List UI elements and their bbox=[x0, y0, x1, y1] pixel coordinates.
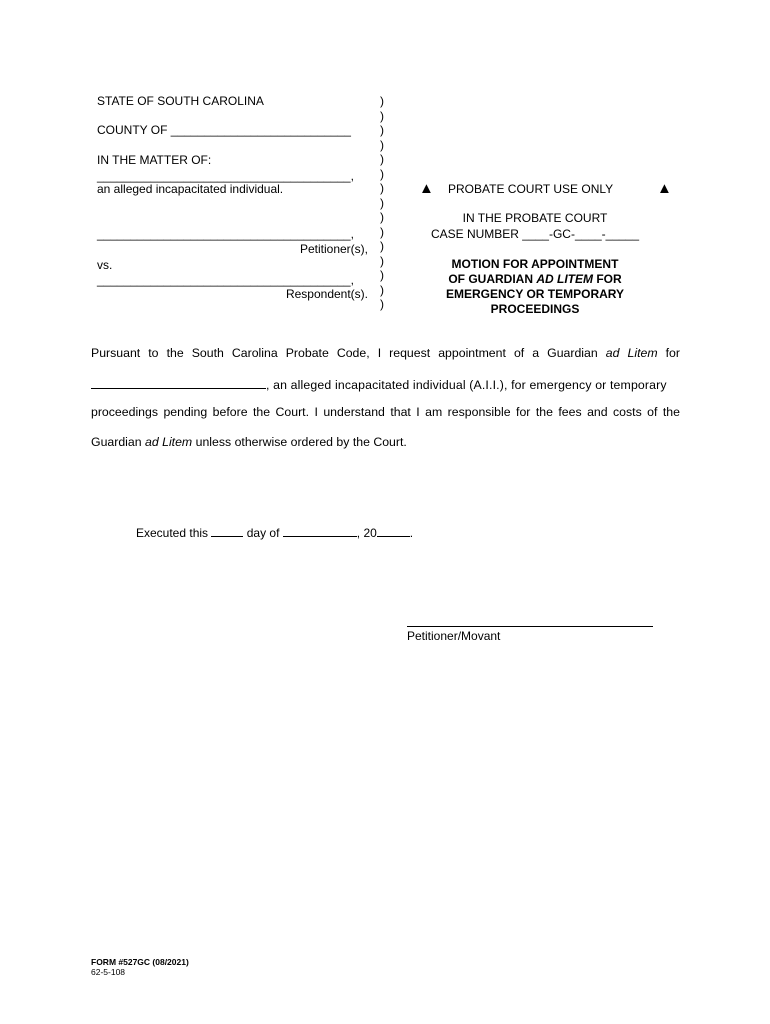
paren: ) bbox=[380, 181, 384, 195]
probate-court-use-only: PROBATE COURT USE ONLY bbox=[448, 182, 614, 196]
paren: ) bbox=[380, 94, 384, 108]
statute-code: 62-5-108 bbox=[91, 967, 126, 977]
body-line-4-prefix: Guardian bbox=[91, 435, 146, 449]
state-label: STATE OF SOUTH CAROLINA bbox=[97, 94, 264, 108]
paren: ) bbox=[380, 166, 384, 181]
title-line-2-suffix: FOR bbox=[593, 272, 622, 286]
year-field[interactable] bbox=[377, 524, 410, 537]
matter-label: IN THE MATTER OF: bbox=[97, 153, 212, 167]
executed-year-prefix: , 20 bbox=[356, 526, 377, 540]
triangle-left-icon: ▲ bbox=[419, 180, 434, 197]
paren: ) bbox=[380, 224, 384, 239]
caption-parenthesis-column bbox=[380, 94, 384, 312]
title-line-4: PROCEEDINGS bbox=[490, 302, 580, 316]
body-line-1 bbox=[91, 346, 680, 360]
signature-label: Petitioner/Movant bbox=[407, 629, 501, 643]
county-label: COUNTY OF ___________________________ bbox=[97, 123, 351, 137]
body-line-2 bbox=[91, 376, 680, 392]
vs-label: vs. bbox=[97, 258, 113, 272]
body-line-3: proceedings pending before the Court. I understand that I am responsible for the fees and costs of the bbox=[91, 405, 680, 419]
body-ad-litem: ad Litem bbox=[605, 346, 658, 360]
title-line-2 bbox=[410, 272, 660, 286]
petitioners-label: Petitioner(s), bbox=[299, 242, 368, 256]
body-line-1-end: for bbox=[665, 346, 680, 360]
paren: ) bbox=[380, 123, 384, 137]
paren: ) bbox=[380, 108, 384, 123]
signature-line[interactable] bbox=[407, 626, 653, 627]
month-field[interactable] bbox=[283, 524, 357, 537]
case-number-line: CASE NUMBER ____-GC-____-_____ bbox=[430, 227, 640, 241]
paren: ) bbox=[380, 253, 384, 268]
title-ad-litem: AD LITEM bbox=[536, 272, 593, 286]
aii-name-blank: ______________________________________, bbox=[97, 169, 354, 183]
probate-court-line: IN THE PROBATE COURT bbox=[462, 211, 608, 225]
paren: ) bbox=[380, 282, 384, 297]
aii-name-field[interactable] bbox=[91, 376, 266, 389]
executed-day-of: day of bbox=[246, 526, 280, 540]
paren: ) bbox=[380, 239, 384, 253]
paren: ) bbox=[380, 297, 384, 311]
body-line-2-text: , an alleged incapacitated individual (A.I.I.), for emergency or temporary bbox=[266, 378, 667, 392]
executed-period: . bbox=[409, 526, 414, 540]
title-line-3: EMERGENCY OR TEMPORARY bbox=[445, 287, 625, 301]
executed-line bbox=[136, 524, 413, 540]
aii-label: an alleged incapacitated individual. bbox=[97, 182, 284, 196]
form-number: FORM #527GC (08/2021) bbox=[91, 957, 189, 967]
body-line-1-text: Pursuant to the South Carolina Probate Code, I request appointment of a Guardian bbox=[91, 346, 598, 360]
paren: ) bbox=[380, 195, 384, 210]
petitioner-name-blank: ______________________________________, bbox=[97, 227, 354, 241]
title-line-2-prefix: OF GUARDIAN bbox=[448, 272, 537, 286]
respondents-label: Respondent(s). bbox=[285, 287, 368, 301]
body-line-4-suffix: unless otherwise ordered by the Court. bbox=[192, 435, 407, 449]
triangle-right-icon: ▲ bbox=[657, 180, 672, 197]
day-field[interactable] bbox=[211, 524, 243, 537]
paren: ) bbox=[380, 137, 384, 152]
body-line-4-ad-litem: ad Litem bbox=[145, 435, 193, 449]
respondent-name-blank: ______________________________________, bbox=[97, 273, 354, 287]
title-line-1: MOTION FOR APPOINTMENT bbox=[451, 257, 619, 271]
paren: ) bbox=[380, 268, 384, 282]
paren: ) bbox=[380, 210, 384, 224]
paren: ) bbox=[380, 152, 384, 166]
body-line-4 bbox=[91, 435, 680, 449]
executed-prefix: Executed this bbox=[136, 526, 209, 540]
